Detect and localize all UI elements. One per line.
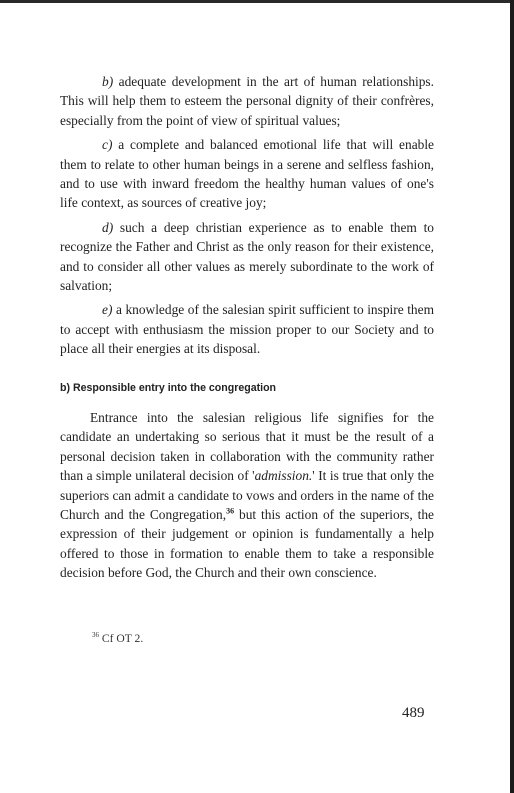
page-number: 489	[402, 705, 425, 721]
list-item-b	[60, 72, 434, 130]
page-top-edge	[0, 0, 514, 3]
enumerated-list	[60, 72, 434, 359]
footnote-number: 36	[92, 631, 99, 640]
body-text-3: but this action of the superiors, the expression of their judgement or opinion is fundamentally a help offered to those in formation to enable them to take a responsible decision before God, the Church and their own conscience.	[60, 507, 435, 581]
item-text: such a deep christian experience as to enable them to recognize the Father and Christ as the only reason for their existence, and to consider all other values as merely subordinate to the work of salvation;	[60, 219, 434, 294]
quote-open: '	[252, 468, 255, 484]
item-letter: b)	[102, 74, 114, 89]
item-letter: e)	[102, 302, 113, 318]
item-letter: c)	[102, 137, 113, 153]
item-text: a complete and balanced emotional life that will enable them to relate to other human beings in a serene and selfless fashion, and to use with inward freedom the healthy human values of one's life context, as sources of creative joy;	[60, 137, 434, 211]
quote-close: '	[312, 468, 315, 484]
page-right-edge	[510, 0, 514, 793]
footnote-text: Cf OT 2.	[99, 632, 144, 645]
item-text: a knowledge of the salesian spirit sufficient to inspire them to accept with enthusiasm the mission proper to our Society and to place all their energies at its disposal.	[60, 302, 434, 357]
list-item-c	[60, 135, 434, 213]
body-text-2: It is true that only the superiors can admit a candidate to vows and orders in the name of the Church and the Congregation,	[60, 468, 434, 523]
body-paragraph	[60, 408, 434, 583]
admission-term: admission.	[254, 468, 313, 484]
item-letter: d)	[102, 219, 114, 235]
footnote-reference: 36	[226, 506, 235, 516]
section-body	[60, 408, 434, 583]
list-item-d	[60, 218, 434, 296]
section-heading: b) Responsible entry into the congregation	[60, 382, 277, 394]
list-item-e	[60, 300, 434, 358]
item-text: adequate development in the art of human relationships. This will help them to esteem the personal dignity of their confrères, especially from the point of view of spiritual values;	[60, 74, 434, 128]
body-text-1: Entrance into the salesian religious life signifies for the candidate an undertaking so serious that it must be the result of a personal decision taken in collaboration with the community rather than a simple unilateral decision of	[60, 410, 434, 484]
footnote	[92, 632, 143, 645]
